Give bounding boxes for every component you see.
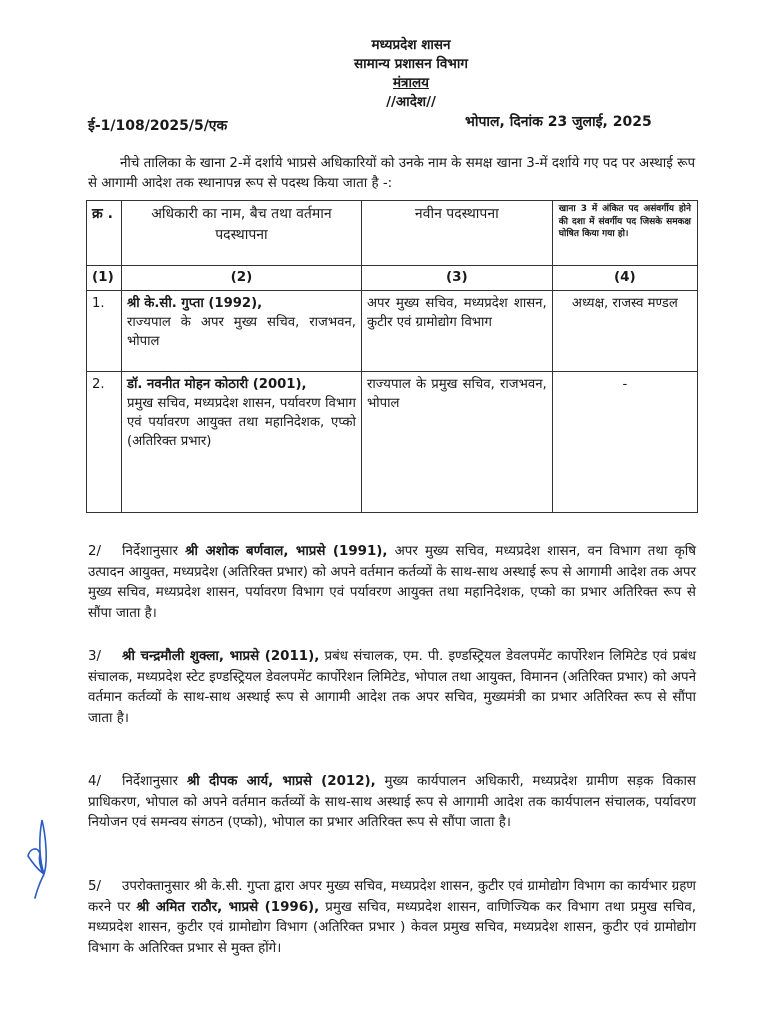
office-name: मंत्रालय bbox=[392, 75, 429, 91]
paragraph-text: प्रमुख सचिव, मध्यप्रदेश शासन, वाणिज्यिक कर विभाग तथा प्रमुख सचिव, मध्यप्रदेश शासन, कुटीर एवं ग्रामोद्योग विभाग (अतिरिक्त प्रभार ) केवल प्रमुख सचिव, मध्यप्रदेश शासन, कुटीर एवं ग्रामोद्योग विभाग के अतिरिक्त प्रभार से मुक्त होंगे। bbox=[88, 899, 696, 956]
paragraph-text: उपरोक्तानुसार श्री के.सी. गुप्ता द्वारा अपर मुख्य सचिव, मध्यप्रदेश शासन, कुटीर एवं ग्रामोद्योग विभाग का कार्यभार ग्रहण करने पर bbox=[88, 879, 696, 915]
paragraph-number: 5/ bbox=[88, 879, 102, 894]
officer-name: श्री के.सी. गुप्ता (1992), bbox=[126, 296, 263, 311]
posting-table bbox=[86, 200, 698, 513]
serial-number: 2. bbox=[87, 372, 122, 513]
handwritten-signature-icon bbox=[20, 812, 60, 902]
officer-cell bbox=[121, 291, 361, 372]
header-officer: अधिकारी का नाम, बैच तथा वर्तमान पदस्थापना bbox=[121, 201, 361, 266]
header-serial: क्र . bbox=[87, 201, 122, 266]
reference-number: ई-1/108/2025/5/एक bbox=[88, 118, 228, 134]
department-name: सामान्य प्रशासन विभाग bbox=[354, 56, 468, 72]
officer-name: श्री अशोक बर्णवाल, भाप्रसे (1991), bbox=[185, 544, 388, 559]
paragraph-text: प्रबंध संचालक, एम. पी. इण्डस्ट्रियल डेवलपमेंट कार्पोरेशन लिमिटेड एवं प्रबंध संचालक, मध्यप्रदेश स्टेट इण्डस्ट्रियल डेवलपमेंट कार्पोरेशन लिमिटेड, भोपाल तथा आयुक्त, विमानन (अतिरिक्त प्रभार) को अपने वर्तमान कर्तव्यों के साथ-साथ अस्थाई रूप से आगामी आदेश तक अपर सचिव, मुख्यमंत्री का प्रभार अतिरिक्त रूप से सौंपा जाता है। bbox=[88, 649, 696, 726]
equivalent-post: - bbox=[552, 372, 697, 513]
current-posting: प्रमुख सचिव, मध्यप्रदेश शासन, पर्यावरण विभाग एवं पर्यावरण आयुक्त तथा महानिदेशक, एप्को (अतिरिक्त प्रभार) bbox=[126, 396, 356, 449]
header-equivalent-post: खाना 3 में अंकित पद असंवर्गीय होने की दशा में संवर्गीय पद जिसके समकक्ष घोषित किया गया हो। bbox=[552, 201, 697, 266]
equivalent-post: अध्यक्ष, राजस्व मण्डल bbox=[552, 291, 697, 372]
officer-name: श्री अमित राठौर, भाप्रसे (1996), bbox=[136, 899, 320, 915]
officer-cell bbox=[121, 372, 361, 513]
order-title: //आदेश// bbox=[386, 94, 436, 110]
officer-name: श्री दीपक आर्य, भाप्रसे (2012), bbox=[186, 774, 376, 789]
serial-number: 1. bbox=[87, 291, 122, 372]
col-number: (2) bbox=[121, 266, 361, 291]
col-number: (3) bbox=[361, 266, 552, 291]
paragraph-4 bbox=[88, 772, 696, 834]
paragraph-number: 3/ bbox=[88, 649, 102, 664]
col-number: (1) bbox=[87, 266, 122, 291]
officer-name: डॉ. नवनीत मोहन कोठारी (2001), bbox=[126, 377, 307, 392]
paragraph-number: 2/ bbox=[88, 544, 102, 559]
current-posting: राज्यपाल के अपर मुख्य सचिव, राजभवन, भोपाल bbox=[126, 315, 356, 349]
paragraph-text: निर्देशानुसार bbox=[122, 774, 187, 789]
govt-name: मध्यप्रदेश शासन bbox=[371, 37, 451, 53]
paragraph-2 bbox=[88, 542, 696, 624]
paragraph-text: मुख्य कार्यपालन अधिकारी, मध्यप्रदेश ग्रामीण सड़क विकास प्राधिकरण, भोपाल को अपने वर्तमान कर्तव्यों के साथ-साथ अस्थाई रूप से आगामी आदेश तक कार्यपालन संचालक, पर्यावरण नियोजन एवं समन्वय संगठन (एप्को), भोपाल का प्रभार अतिरिक्त रूप से सौंपा जाता है। bbox=[88, 774, 696, 830]
paragraph-text: अपर मुख्य सचिव, मध्यप्रदेश शासन, वन विभाग तथा कृषि उत्पादन आयुक्त, मध्यप्रदेश (अतिरिक्त प्रभार) को अपने वर्तमान कर्तव्यों के साथ-साथ अस्थाई रूप से आगामी आदेश तक अपर मुख्य सचिव, मध्यप्रदेश शासन, पर्यावरण विभाग एवं पर्यावरण आयुक्त तथा महानिदेशक, एप्को का प्रभार अतिरिक्त रूप से सौंपा जाता है। bbox=[88, 544, 696, 621]
place-date: भोपाल, दिनांक 23 जुलाई, 2025 bbox=[465, 114, 652, 130]
table-row bbox=[87, 291, 698, 372]
new-posting: राज्यपाल के प्रमुख सचिव, राजभवन, भोपाल bbox=[361, 372, 552, 513]
paragraph-number: 4/ bbox=[88, 774, 102, 789]
column-number-row bbox=[87, 266, 698, 291]
paragraph-3 bbox=[88, 647, 696, 729]
officer-name: श्री चन्द्रमौली शुक्ला, भाप्रसे (2011), bbox=[122, 649, 320, 664]
table-header-row bbox=[87, 201, 698, 266]
paragraph-text: निर्देशानुसार bbox=[122, 544, 186, 559]
header-new-posting: नवीन पदस्थापना bbox=[361, 201, 552, 266]
col-number: (4) bbox=[552, 266, 697, 291]
intro-paragraph: नीचे तालिका के खाना 2-में दर्शाये भाप्रसे अधिकारियों को उनके नाम के समक्ष खाना 3-में दर्शाये गए पद पर अस्थाई रूप से आगामी आदेश तक स्थानापन्न रूप से पदस्थ किया जाता है -: bbox=[88, 156, 696, 191]
new-posting: अपर मुख्य सचिव, मध्यप्रदेश शासन, कुटीर एवं ग्रामोद्योग विभाग bbox=[361, 291, 552, 372]
table-row bbox=[87, 372, 698, 513]
paragraph-5 bbox=[88, 877, 696, 959]
